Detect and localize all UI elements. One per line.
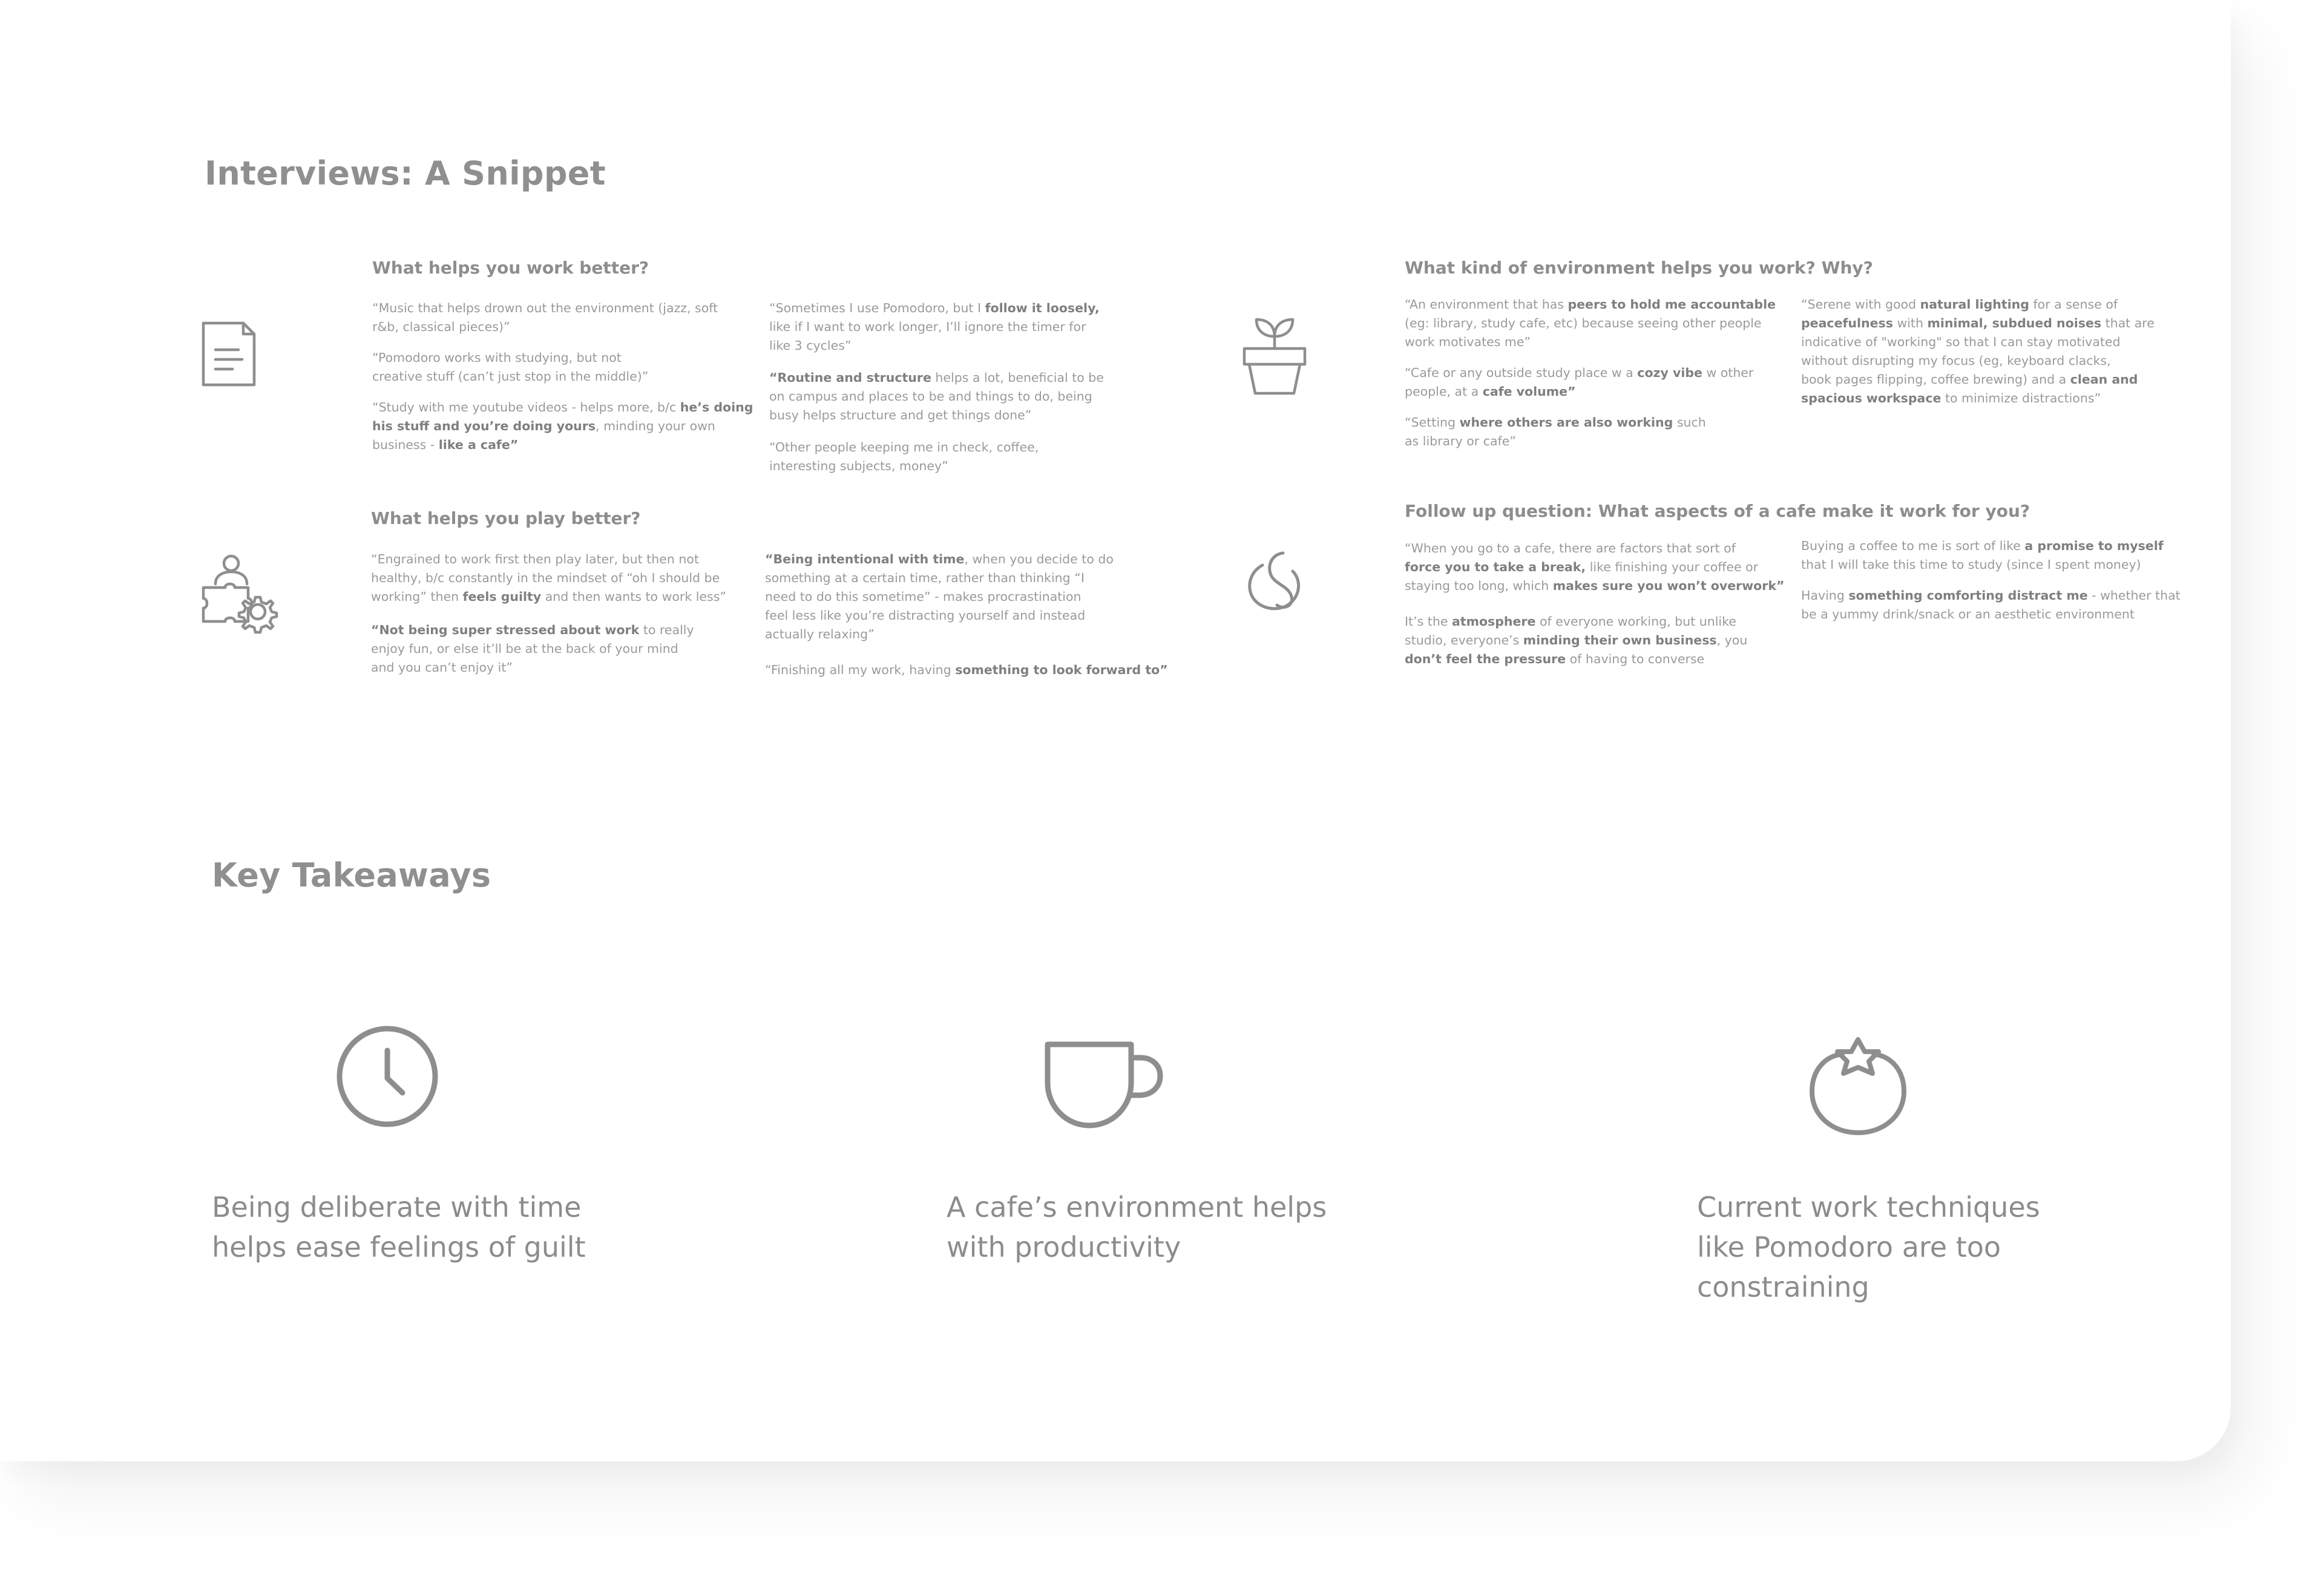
interview-quote [769,438,1144,476]
interviews-title: Interviews: A Snippet [205,154,606,192]
quote-emphasis: feels guilty [462,589,542,604]
quote-text: , you [1716,633,1748,647]
quote-emphasis: cafe volume” [1482,384,1576,399]
quote-text: (eg: library, study cafe, etc) because seeing other people work motivates me” [1405,316,1762,349]
quote-text: “Study with me youtube videos - helps more, b/c [372,400,680,414]
interview-quote [371,621,758,677]
quote-text: “Cafe or any outside study place w a [1405,365,1638,380]
environment-quotes-col1 [1405,295,1792,451]
takeaway-1-text: Being deliberate with time helps ease feelings of guilt [212,1191,586,1263]
quote-text: of having to converse [1566,652,1705,666]
interview-quote [1801,295,2188,408]
quote-emphasis: peers to hold me accountable [1567,297,1776,312]
quote-emphasis: natural lighting [1920,297,2029,312]
quote-emphasis: a promise to myself [2024,539,2164,553]
quote-text: like if I want to work longer, I’ll ignore the timer for like 3 cycles” [769,319,1086,353]
quote-emphasis: minimal, subdued noises [1927,316,2102,330]
quote-text: Buying a coffee to me is sort of like [1801,539,2025,553]
interview-quote [1405,295,1792,352]
quote-text: “When you go to a cafe, there are factors that sort of [1405,541,1736,555]
quote-text: - whether that be a yummy drink/snack or an aesthetic environment [1801,588,2181,621]
cafe-quotes-col1 [1405,539,1804,669]
quote-text: , when you decide to do something at a certain time, rather than thinking “I need to do this sometime” - makes procrastination feel less like you’re distracting yourself and instead actually relaxing” [765,552,1114,641]
quote-emphasis: something comforting distract me [1848,588,2088,603]
quote-text: to minimize distractions” [1941,391,2101,405]
coffee-bean-swirl-icon [1246,549,1304,614]
interview-quote [769,369,1144,425]
quote-text: such as library or cafe” [1405,415,1706,448]
interview-quote [1405,364,1792,401]
quote-text: that are indicative of "working" so that I can stay motivated without disrupting my focus (eg, keyboard clacks, book pages flipping, coffee brewing) and a [1801,316,2155,387]
quote-text: helps a lot, beneficial to be on campus and places to be and things to do, being busy helps structure and get things done” [769,370,1104,422]
quote-emphasis: like a cafe” [438,437,519,452]
interview-quote [371,550,758,606]
quote-text: “Setting [1405,415,1460,430]
quote-emphasis: peacefulness [1801,316,1893,330]
quote-text: that I will take this time to study (since I spent money) [1801,557,2141,572]
quote-emphasis: “Being intentional with time [765,552,965,566]
quote-text: like finishing your coffee or staying too long, which [1405,560,1759,593]
quote-emphasis: minding their own business [1523,633,1717,647]
quote-text: w other people, at a [1405,365,1754,399]
quote-emphasis: where others are also working [1459,415,1673,430]
quote-emphasis: something to look forward to” [955,663,1168,677]
interview-quote [1405,539,1804,595]
quote-emphasis: “Not being super stressed about work [371,623,640,637]
quote-text: and then wants to work less” [541,589,727,604]
quote-emphasis: follow it loosely, [985,301,1100,315]
takeaway-3-text: Current work techniques like Pomodoro are too constraining [1697,1191,2040,1303]
quote-text: for a sense of [2033,297,2118,312]
plant-pot-icon [1242,315,1308,397]
quote-emphasis: force you to take a break, [1405,560,1586,574]
quote-text: “An environment that has [1405,297,1568,312]
interview-quote [1801,586,2201,624]
quote-text: “Engrained to work first then play later, but then not healthy, b/c constantly in the mindset of “oh I should be working” then [371,552,720,604]
quote-emphasis: cozy vibe [1637,365,1702,380]
quote-text: to really enjoy fun, or else it’ll be at the back of your mind and you can’t enjoy it” [371,623,694,675]
coffee-cup-icon [1044,1041,1165,1129]
quote-text: , minding your own business - [372,419,715,452]
quote-text: “Sometimes I use Pomodoro, but I [769,301,985,315]
takeaway-2-text: A cafe’s environment helps with productivity [947,1191,1327,1263]
work-quotes-col1 [372,299,760,454]
quote-text: “Finishing all my work, having [765,663,956,677]
play-quotes-col1 [371,550,758,677]
cafe-quotes-col2 [1801,537,2201,624]
environment-quotes-col2 [1801,295,2188,408]
question-work-better: What helps you work better? [372,258,649,278]
takeaways-title: Key Takeaways [212,856,491,894]
clock-icon [336,1025,439,1128]
quote-text: Having [1801,588,1849,603]
document-icon [201,321,258,387]
quote-emphasis: atmosphere [1451,614,1536,629]
interview-quote [1801,537,2201,574]
quote-text: It’s the [1405,614,1452,629]
quote-text: “Serene with good [1801,297,1920,312]
quote-emphasis: he’s doing his stuff and you’re doing yours [372,400,753,433]
interview-quote [372,299,760,336]
quote-text: “Pomodoro works with studying, but not creative stuff (can’t just stop in the middle)” [372,350,649,384]
question-play-better: What helps you play better? [371,508,641,528]
quote-emphasis: makes sure you won’t overwork” [1552,578,1785,593]
interview-quote [372,398,760,454]
interview-quote [1405,612,1804,669]
tomato-icon [1808,1036,1908,1136]
quote-emphasis: don’t feel the pressure [1405,652,1566,666]
quote-text: of everyone working, but unlike studio, everyone’s [1405,614,1736,647]
quote-text: with [1892,316,1928,330]
question-environment: What kind of environment helps you work? Why? [1405,258,1873,278]
quote-text: “Music that helps drown out the environment (jazz, soft r&b, classical pieces)” [372,301,718,334]
question-cafe-followup: Follow up question: What aspects of a cafe make it work for you? [1405,501,2030,521]
interview-quote [769,299,1144,355]
interview-quote [765,661,1177,680]
interview-quote [765,550,1177,644]
work-quotes-col2 [769,299,1144,476]
puzzle-gear-person-icon [201,554,280,635]
quote-emphasis: “Routine and structure [769,370,931,385]
quote-text: “Other people keeping me in check, coffee, interesting subjects, money” [769,440,1039,473]
interview-quote [1405,413,1792,451]
quote-emphasis: clean and spacious workspace [1801,372,2138,405]
interview-quote [372,349,760,386]
play-quotes-col2 [765,550,1177,680]
